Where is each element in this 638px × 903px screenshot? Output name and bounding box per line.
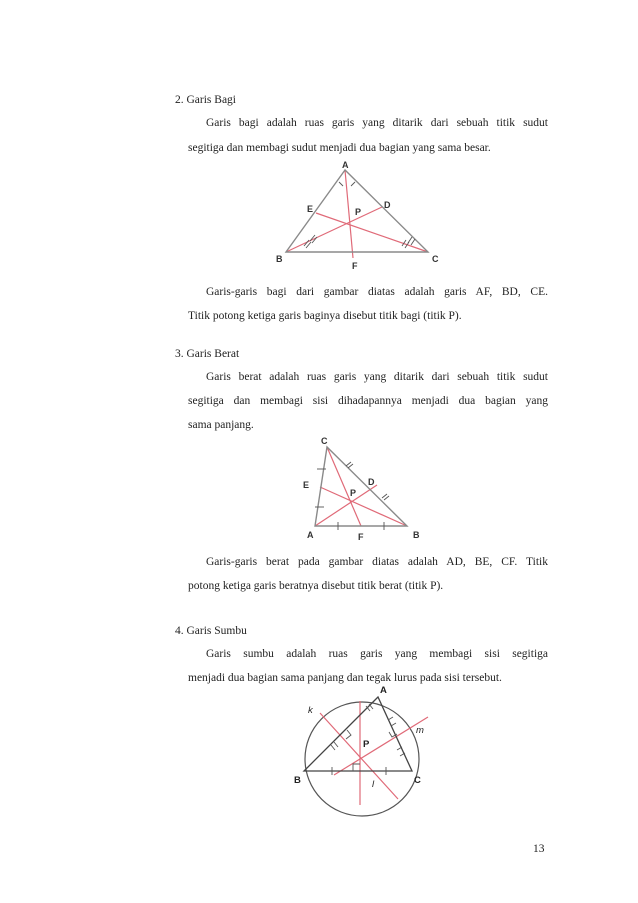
label-f: F <box>352 261 358 270</box>
paragraph-line: menjadi dua bagian sama panjang dan tegak lurus pada sisi tersebut. <box>188 672 502 684</box>
section-heading-garis-sumbu: 4. Garis Sumbu <box>175 625 247 637</box>
section-heading-garis-bagi: 2. Garis Bagi <box>175 94 237 106</box>
angle-bisector-figure <box>276 158 446 270</box>
paragraph-line: Garis bagi adalah ruas garis yang ditarik dari sebuah titik sudut <box>206 117 548 129</box>
perpendicular-bisector-k <box>320 713 398 799</box>
paragraph-line: sama panjang. <box>188 419 254 431</box>
label-c: C <box>321 436 328 446</box>
label-a: A <box>342 160 349 170</box>
perpendicular-bisector-figure <box>290 683 440 823</box>
label-a: A <box>307 530 314 540</box>
label-d: D <box>368 477 375 487</box>
label-p: P <box>363 739 370 750</box>
median-figure <box>295 432 425 544</box>
paragraph-line: Garis-garis bagi dari gambar diatas adalah garis AF, BD, CE. <box>206 286 548 298</box>
label-p: P <box>350 488 357 498</box>
right-angle-mark <box>346 730 351 739</box>
label-c: C <box>432 254 439 264</box>
label-k: k <box>308 705 313 716</box>
label-b: B <box>294 775 301 786</box>
label-l: l <box>372 779 375 790</box>
paragraph-line: Garis-garis berat pada gambar diatas adalah AD, BE, CF. Titik <box>206 556 548 568</box>
section-heading-garis-berat: 3. Garis Berat <box>175 348 240 360</box>
paragraph-line: Garis berat adalah ruas garis yang ditarik dari sebuah titik sudut <box>206 371 548 383</box>
label-e: E <box>303 480 310 490</box>
label-e: E <box>307 204 314 214</box>
perpendicular-bisector-m <box>334 717 428 775</box>
bisector-ce <box>316 213 428 252</box>
bisector-af <box>345 170 353 258</box>
paragraph-line: segitiga dan membagi sisi dihadapannya menjadi dua bagian yang <box>188 395 548 407</box>
page-number: 13 <box>533 843 545 855</box>
triangle-abc <box>315 447 407 526</box>
right-angle-mark <box>353 764 360 771</box>
label-b: B <box>276 254 283 264</box>
label-f: F <box>358 532 364 542</box>
label-b: B <box>413 530 420 540</box>
paragraph-line: segitiga dan membagi sudut menjadi dua bagian yang sama besar. <box>188 142 491 154</box>
paragraph-line: Titik potong ketiga garis baginya disebut titik bagi (titik P). <box>188 310 462 322</box>
paragraph-line: Garis sumbu adalah ruas garis yang membagi sisi segitiga <box>206 648 548 660</box>
label-m: m <box>416 725 424 736</box>
bisector-bd <box>286 207 382 252</box>
median-be <box>320 487 407 526</box>
paragraph-line: potong ketiga garis beratnya disebut titik berat (titik P). <box>188 580 444 592</box>
label-c: C <box>414 775 421 786</box>
label-p: P <box>355 207 362 217</box>
label-d: D <box>384 200 391 210</box>
label-a: A <box>380 685 387 696</box>
